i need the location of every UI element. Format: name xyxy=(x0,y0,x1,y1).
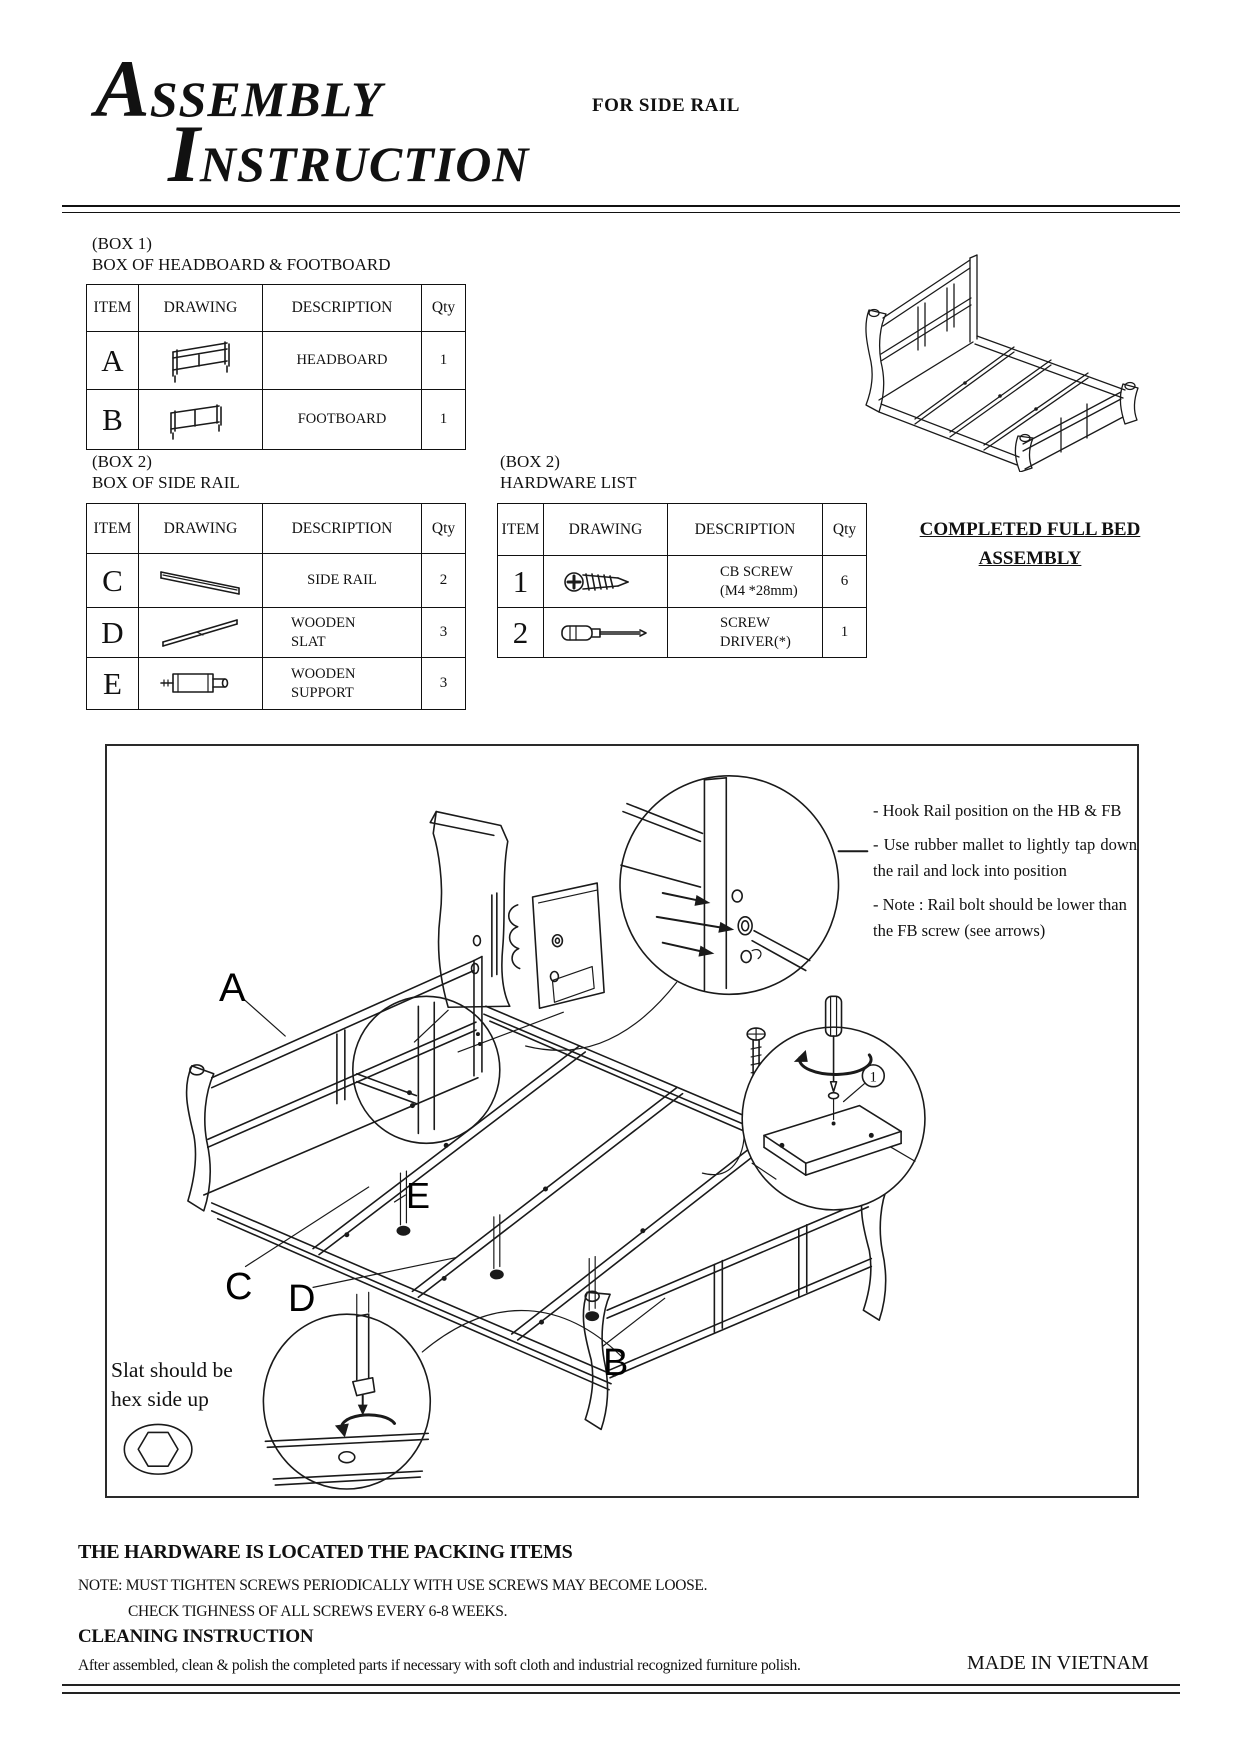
box1-table xyxy=(86,284,466,450)
qty: 3 xyxy=(422,608,465,658)
col-header: ITEM xyxy=(87,285,139,332)
col-header: Qty xyxy=(422,504,465,554)
origin-label: MADE IN VIETNAM xyxy=(967,1652,1149,1674)
col-header: DESCRIPTION xyxy=(668,504,823,556)
headboard-icon xyxy=(139,332,263,390)
description: SIDE RAIL xyxy=(263,554,422,608)
completed-assembly-caption: COMPLETED FULL BED ASSEMBLY xyxy=(919,519,1141,570)
col-header: ITEM xyxy=(498,504,544,556)
footer-rule xyxy=(62,1684,1180,1694)
col-header: Qty xyxy=(823,504,866,556)
item-letter: A xyxy=(87,332,139,390)
description: SCREW DRIVER(*) xyxy=(668,608,823,657)
qty: 1 xyxy=(840,624,849,640)
note-rail-bolt: - Note : Rail bolt should be lower than the FB screw (see arrows) xyxy=(873,895,1127,940)
side-rail-icon xyxy=(139,554,263,608)
col-header: DRAWING xyxy=(139,285,263,332)
qty: 6 xyxy=(823,556,866,608)
item-number: 2 xyxy=(498,608,544,657)
part-label-b: B xyxy=(603,1342,629,1384)
hardware-table xyxy=(497,503,867,658)
assembly-diagram xyxy=(105,744,1139,1498)
header-rule xyxy=(62,205,1180,213)
hardware-list-label: (BOX 2) HARDWARE LIST xyxy=(500,452,637,492)
item-letter: B xyxy=(87,390,139,449)
item-letter: C xyxy=(87,554,139,608)
col-header: ITEM xyxy=(87,504,139,554)
part-label-c: C xyxy=(225,1266,253,1308)
description: FOOTBOARD xyxy=(263,390,422,449)
subtitle: FOR SIDE RAIL xyxy=(592,95,740,116)
col-header: Qty xyxy=(422,285,465,332)
qty: 1 xyxy=(422,332,465,390)
tighten-note: NOTE: MUST TIGHTEN SCREWS PERIODICALLY WITH USE SCREWS MAY BECOME LOOSE. xyxy=(78,1577,708,1594)
description: HEADBOARD xyxy=(263,332,422,390)
col-header: DESCRIPTION xyxy=(263,285,422,332)
box2-siderail-label: (BOX 2) BOX OF SIDE RAIL xyxy=(92,452,240,492)
slat-hex-note: Slat should be hex side up xyxy=(111,1358,233,1412)
part-label-e: E xyxy=(406,1175,431,1216)
part-label-a: A xyxy=(219,966,246,1010)
wooden-support-icon xyxy=(139,658,263,709)
page-title-line1: A SSEMBLY xyxy=(95,43,383,134)
cleaning-title: CLEANING INSTRUCTION xyxy=(78,1626,314,1647)
item-letter: D xyxy=(87,608,139,658)
wooden-slat-icon xyxy=(139,608,263,658)
page-title-line2: I NSTRUCTION xyxy=(168,108,530,199)
cb-screw-icon xyxy=(544,556,668,608)
step-number: 1 xyxy=(869,1069,878,1086)
completed-bed-drawing xyxy=(755,222,1165,472)
qty: 3 xyxy=(439,675,448,691)
col-header: DESCRIPTION xyxy=(263,504,422,554)
col-header: DRAWING xyxy=(139,504,263,554)
box2-siderail-table xyxy=(86,503,466,710)
title-initial: I xyxy=(168,108,200,199)
check-note: CHECK TIGHNESS OF ALL SCREWS EVERY 6-8 WEEKS. xyxy=(128,1603,508,1620)
note-hook-rail: - Hook Rail position on the HB & FB xyxy=(873,801,1122,820)
item-letter: E xyxy=(87,658,139,709)
part-label-d: D xyxy=(288,1278,316,1320)
note-rubber-mallet: - Use rubber mallet to lightly tap down the rail and lock into position xyxy=(873,835,1137,880)
screwdriver-icon xyxy=(544,608,668,657)
col-header: DRAWING xyxy=(544,504,668,556)
footboard-icon xyxy=(139,390,263,449)
box1-label: (BOX 1) BOX OF HEADBOARD & FOOTBOARD xyxy=(92,234,391,274)
description: WOODEN SLAT xyxy=(263,608,422,658)
qty: 1 xyxy=(439,411,448,427)
item-number: 1 xyxy=(498,556,544,608)
title-initial: A xyxy=(95,43,150,134)
hardware-location-note: THE HARDWARE IS LOCATED THE PACKING ITEMS xyxy=(78,1541,573,1563)
description: CB SCREW (M4 *28mm) xyxy=(668,556,823,608)
description: WOODEN SUPPORT xyxy=(263,658,422,709)
qty: 2 xyxy=(422,554,465,608)
cleaning-text: After assembled, clean & polish the completed parts if necessary with soft cloth and industrial recognized furniture polish. xyxy=(78,1657,801,1674)
